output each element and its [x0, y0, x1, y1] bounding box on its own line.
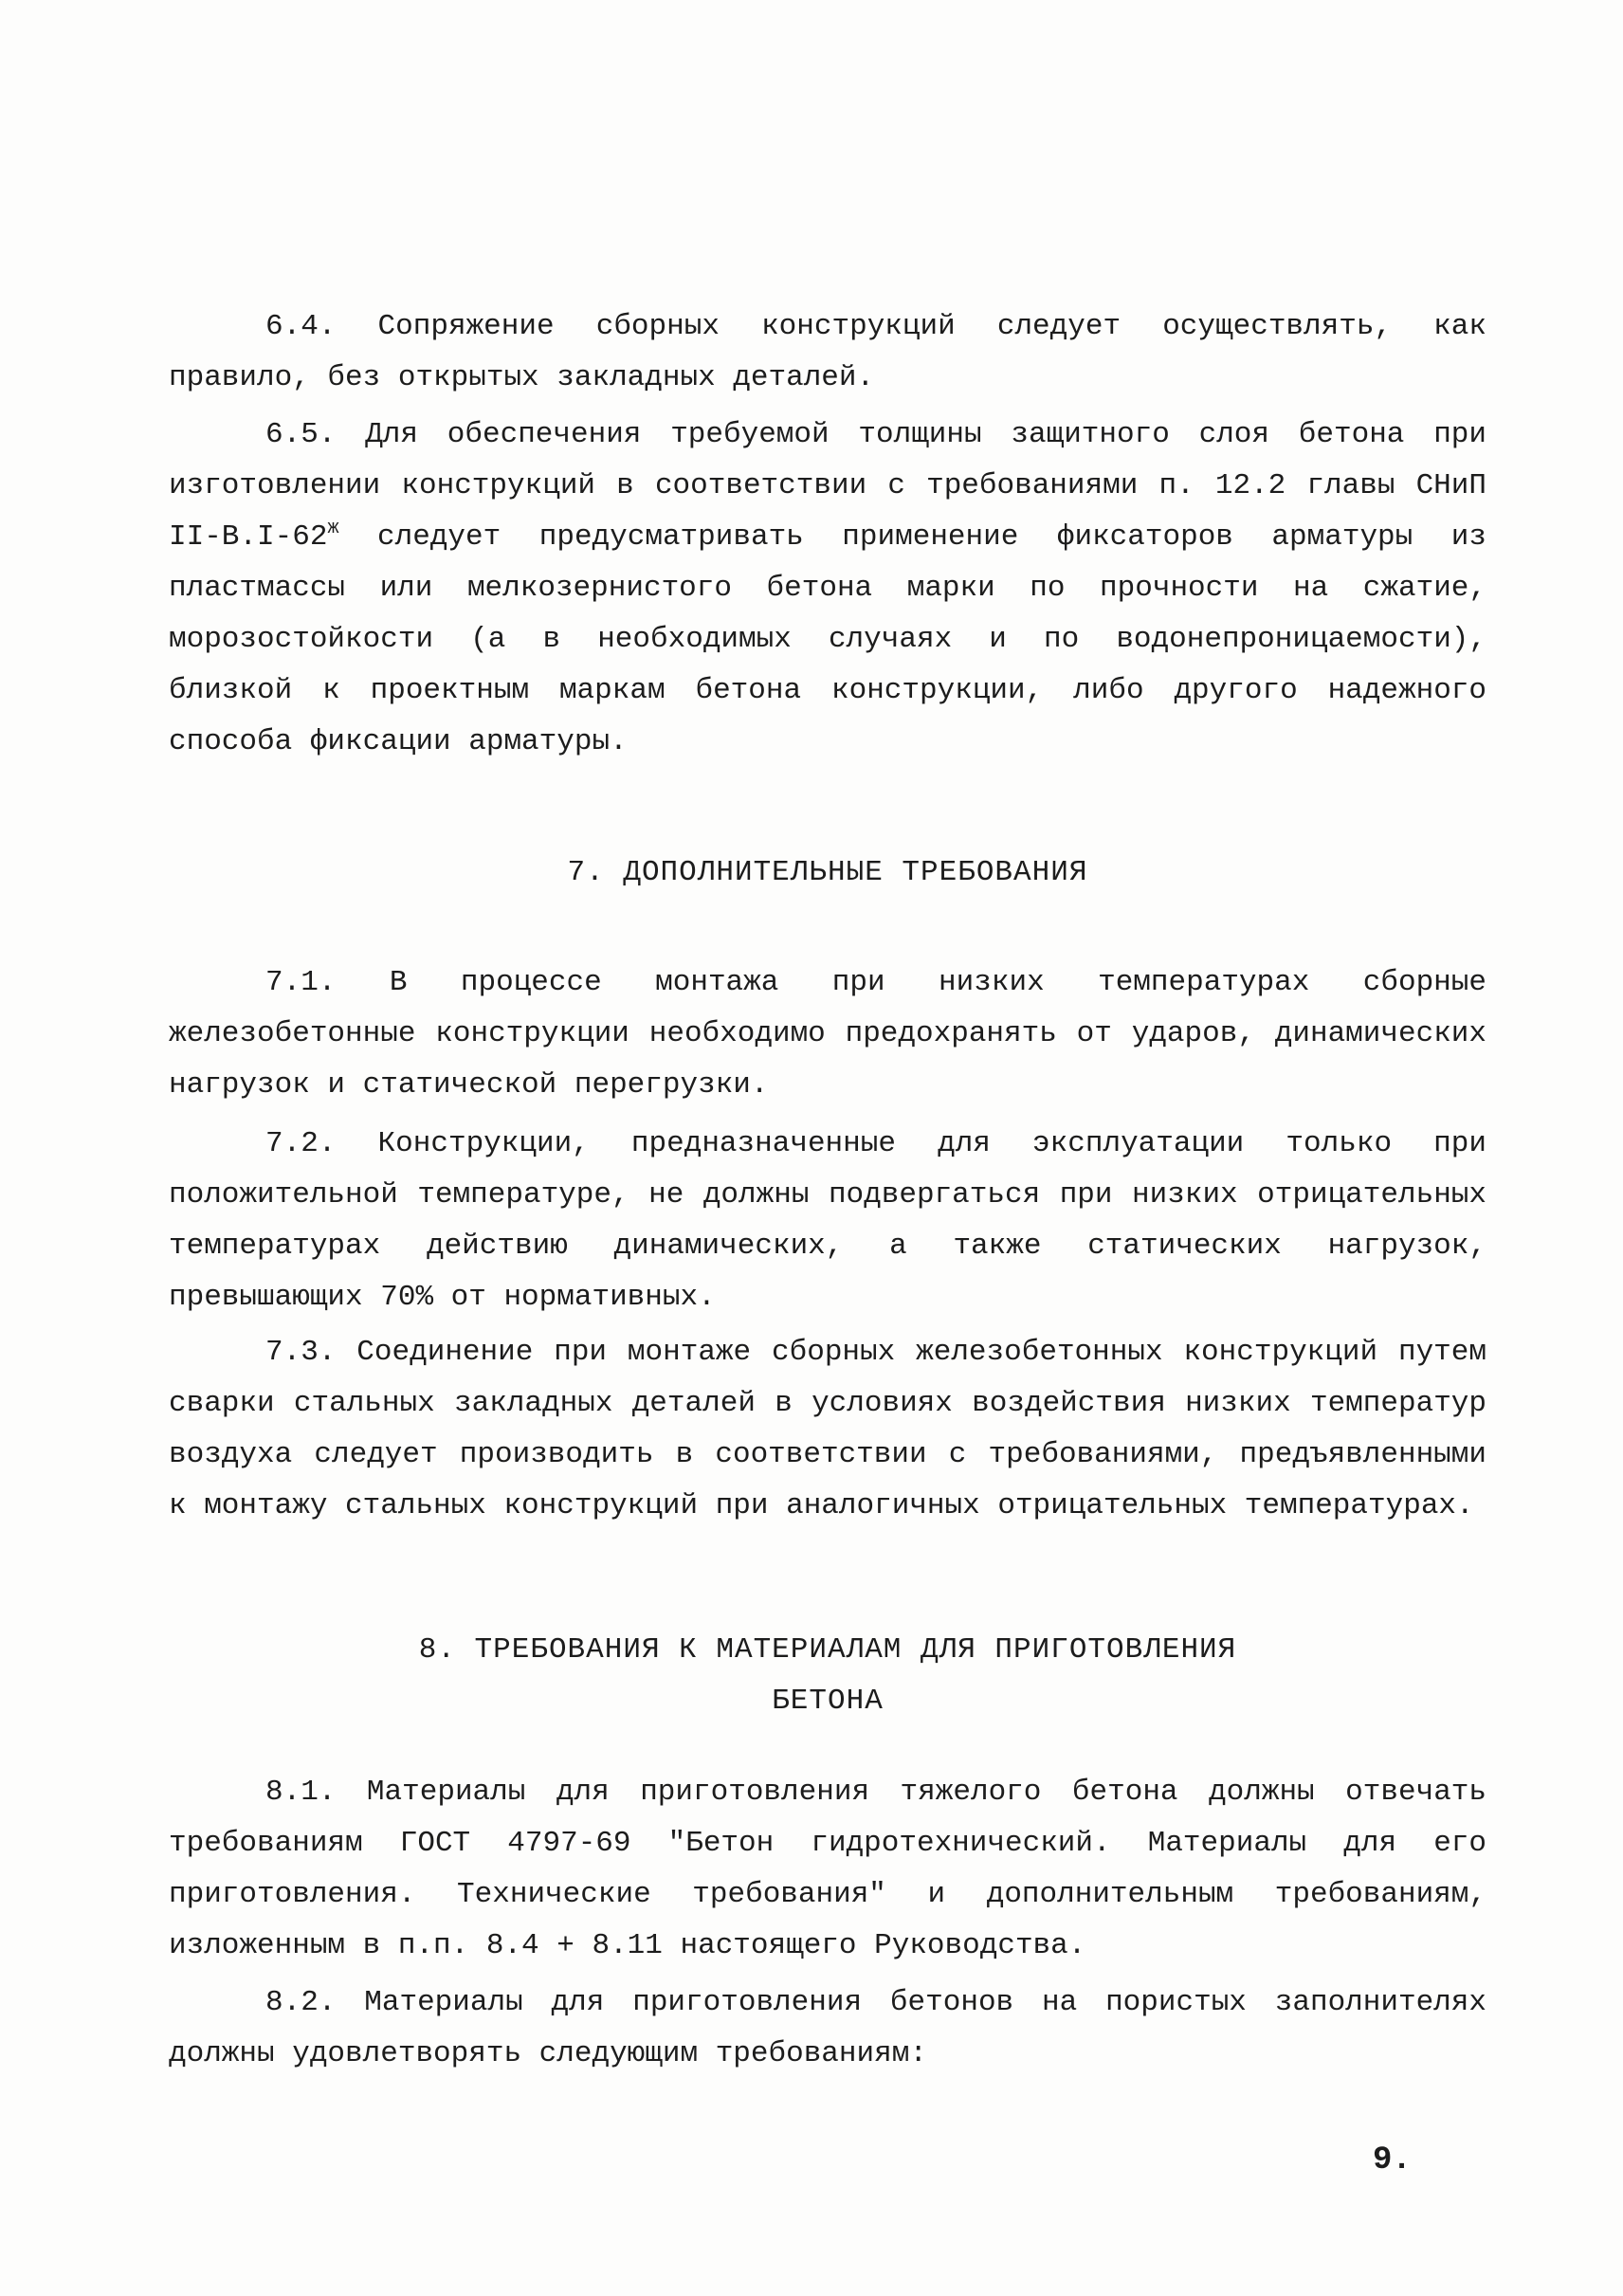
- section-7-heading: 7. ДОПОЛНИТЕЛЬНЫЕ ТРЕБОВАНИЯ: [567, 856, 1088, 889]
- paragraph-7-3-text: 7.3. Соединение при монтаже сборных железобетонных конструкций путем сварки стальных закладных деталей в условиях воздействия низких температур воздуха следует производить в соответствии с требованиями, предъявленными к монтажу стальных конструкций при аналогичных отрицательных температурах.: [169, 1336, 1486, 1522]
- paragraph-8-2: [169, 1977, 1486, 2080]
- paragraph-6-5-text-start: 6.5. Для обеспечения требуемой толщины защитного слоя бетона при изготовлении конструкций в соответствии с требованиями п. 12.2 главы СНиП II-В.I-62: [169, 418, 1486, 554]
- paragraph-6-4: [169, 301, 1486, 404]
- page-number: 9.: [1373, 2142, 1412, 2178]
- paragraph-6-5-superscript: ж: [327, 518, 339, 539]
- paragraph-8-2-text: 8.2. Материалы для приготовления бетонов на пористых заполнителях должны удовлетворять следующим требованиям:: [169, 1986, 1486, 2070]
- paragraph-6-4-text: 6.4. Сопряжение сборных конструкций следует осуществлять, как правило, без открытых закладных деталей.: [169, 310, 1486, 394]
- paragraph-6-5-text-end: следует предусматривать применение фиксаторов арматуры из пластмассы или мелкозернистого бетона марки по прочности на сжатие, морозостойкости (а в необходимых случаях и по водонепроницаемости), близкой к проектным маркам бетона конструкции, либо другого надежного способа фиксации арматуры.: [169, 520, 1486, 758]
- paragraph-7-3: [169, 1327, 1486, 1532]
- paragraph-7-1: [169, 957, 1486, 1111]
- paragraph-7-2-text: 7.2. Конструкции, предназначенные для эксплуатации только при положительной температуре, не должны подвергаться при низких отрицательных температурах действию динамических, а также статических нагрузок, превышающих 70% от нормативных.: [169, 1127, 1486, 1314]
- section-8-heading-line-1: 8. ТРЕБОВАНИЯ К МАТЕРИАЛАМ ДЛЯ ПРИГОТОВЛЕНИЯ: [418, 1633, 1237, 1667]
- paragraph-6-5: [169, 410, 1486, 768]
- paragraph-7-2: [169, 1119, 1486, 1323]
- section-8-heading-line-2: БЕТОНА: [772, 1685, 884, 1718]
- paragraph-8-1-text: 8.1. Материалы для приготовления тяжелого бетона должны отвечать требованиям ГОСТ 4797-69 "Бетон гидротехнический. Материалы для его приготовления. Технические требования" и дополнительным требованиям, изложенным в п.п. 8.4 + 8.11 настоящего Руководства.: [169, 1776, 1486, 1962]
- paragraph-8-1: [169, 1767, 1486, 1972]
- paragraph-7-1-text: 7.1. В процессе монтажа при низких температурах сборные железобетонные конструкции необходимо предохранять от ударов, динамических нагрузок и статической перегрузки.: [169, 966, 1486, 1102]
- section-8-heading: [169, 1625, 1486, 1727]
